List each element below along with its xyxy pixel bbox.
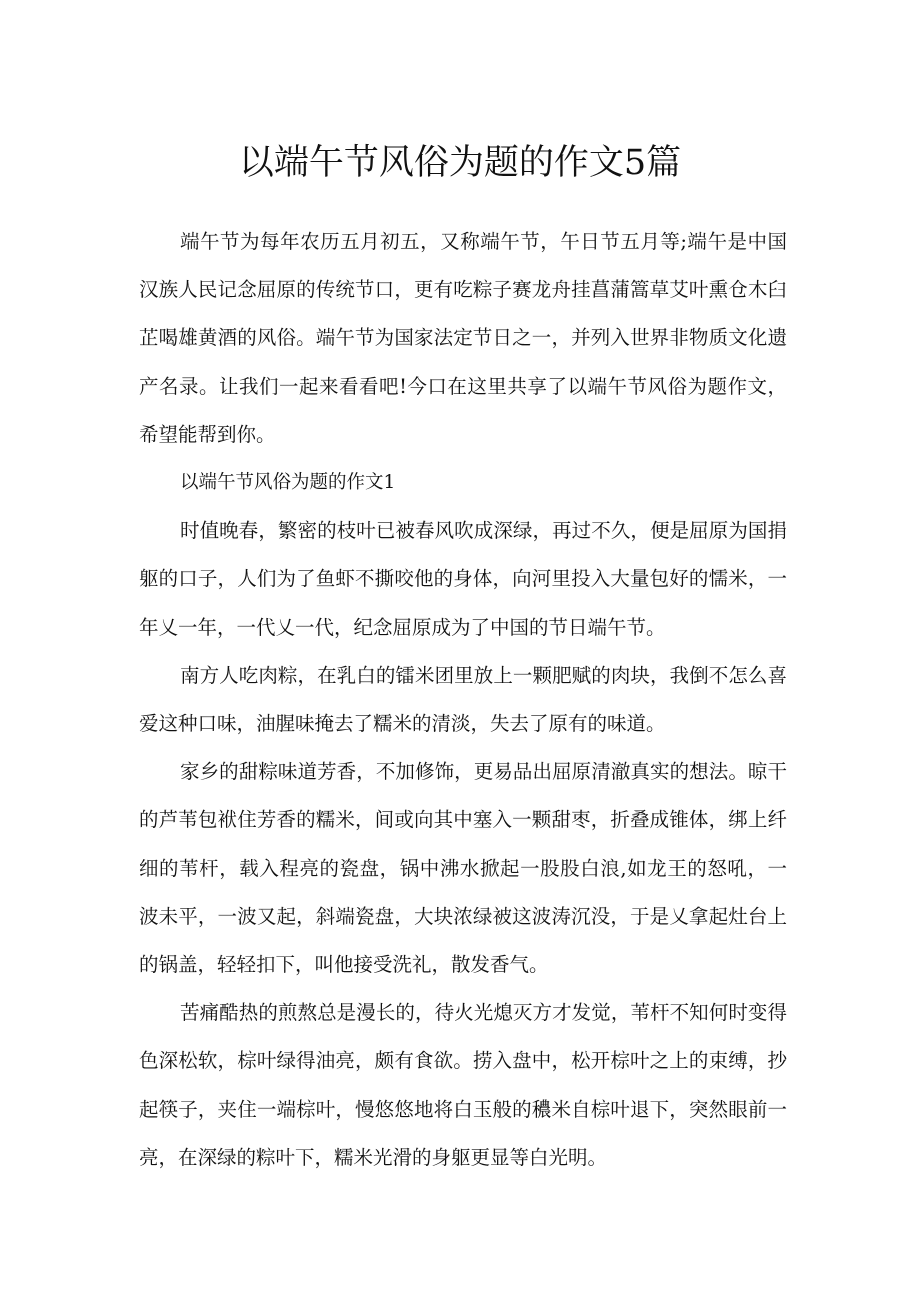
- body-paragraph-1: 时值晚春，繁密的枝叶已被春风吹成深绿，再过不久，便是屈原为国捐躯的口子，人们为了鱼虾不撕咬他的身体，向河里投入大量包好的懦米，一年乂一年，一代乂一代，纪念屈原成为了中国的节日端午节。: [139, 519, 787, 639]
- body-paragraph-3: 家乡的甜粽味道芳香，不加修饰，更易品出屈原清澈真实的想法。晾干的芦苇包袱住芳香的糯米，间或向其中塞入一颗甜枣，折叠成锥体，绑上纤细的苇杆，载入程亮的瓷盘，锅中沸水掀起一股股白浪,如龙王的怒吼，一波未平，一波又起，斜端瓷盘，大块浓绿被这波涛沉没，于是乂拿起灶台上的锅盖，轻轻扣下，叫他接受洗礼，散发香气。: [139, 760, 787, 977]
- section-heading: 以端午节风俗为题的作文1: [180, 472, 396, 494]
- body-paragraph-4: 苦痛酷热的煎熬总是漫长的，待火光熄灭方才发觉，苇杆不知何时变得色深松软，棕叶绿得油亮，颇有食欲。捞入盘中，松开棕叶之上的束缚，抄起筷子，夹住一端棕叶，慢悠悠地将白玉般的穠米自棕叶退下，突然眼前一亮，在深绿的粽叶下，糯米光滑的身躯更显等白光明。: [139, 1001, 787, 1169]
- document-title: 以端午节风俗为题的作文5篇: [238, 143, 682, 183]
- document-body: [139, 218, 787, 1182]
- intro-paragraph: 端午节为每年农历五月初五，又称端午节，午日节五月等;端午是中国汉族人民记念屈原的传统节口，更有吃粽子赛龙舟挂菖蒲篙草艾叶熏仓木臼芷喝雄黄酒的风俗。端午节为国家法定节日之一，并列入世界非物质文化遗产名录。让我们一起来看看吧!今口在这里共享了以端午节风俗为题作文，希望能帮到你。: [139, 230, 787, 446]
- body-paragraph-2: 南方人吃肉粽，在乳白的镭米团里放上一颗肥赋的肉块，我倒不怎么喜爱这种口味，油腥味掩去了糯米的清淡，失去了原有的味道。: [139, 663, 787, 736]
